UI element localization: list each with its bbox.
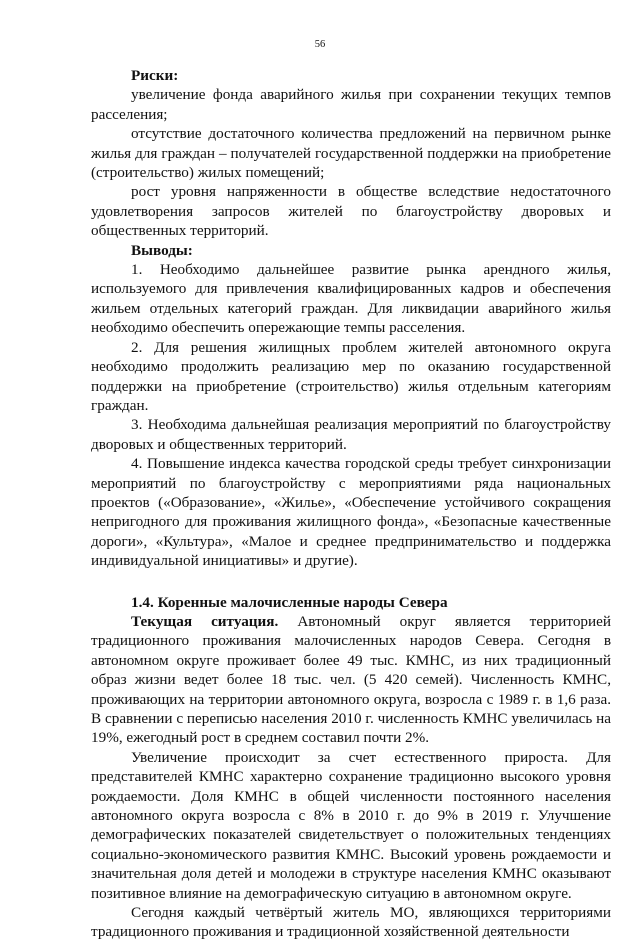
conclusion-item: 2. Для решения жилищных проблем жителей автономного округа необходимо продолжить реализацию мер по оказанию государственной поддержки на приобретение (строительство) жилья отдельным категориям граждан. xyxy=(91,338,611,414)
page-number: 56 xyxy=(314,39,326,50)
conclusion-item: 3. Необходима дальнейшая реализация мероприятий по благоустройству дворовых и общественных территорий. xyxy=(91,416,611,453)
conclusion-item: 4. Повышение индекса качества городской среды требует синхронизации мероприятий по благоустройству с мероприятиями ряда национальных проектов («Образование», «Жилье», «Обеспечение устойчивого сокращения непригодного для проживания жилищного фонда», «Безопасные качественные дороги», «Культура», «Малое и среднее предпринимательство и поддержка индивидуальной инициативы» и другие). xyxy=(91,455,611,570)
section-title: 1.4. Коренные малочисленные народы Севера xyxy=(131,593,448,611)
page-content xyxy=(91,66,611,942)
section-paragraph xyxy=(91,612,611,748)
lead-text: Автономный округ является территорией традиционного проживания малочисленных народов Севера. Сегодня в автономном округе проживает более 49 тыс. КМНС, из них традиционный образ жизни ведет более 18 тыс. чел. (5 420 семей). Численность КМНС, проживающих на территории автономного округа, возросла с 1989 г. в 1,6 раза. В сравнении с переписью населения 2010 г. численность КМНС увеличилась на 19%, ежегодный рост в среднем составил почти 2%. xyxy=(91,612,611,747)
risks-heading: Риски: xyxy=(131,67,179,84)
risk-item: рост уровня напряженности в обществе вследствие недостаточного удовлетворения запросов жителей по благоустройству дворовых и общественных территорий. xyxy=(91,183,611,240)
lead-label: Текущая ситуация. xyxy=(131,612,279,630)
risk-item: увеличение фонда аварийного жилья при сохранении текущих темпов расселения; xyxy=(91,86,611,123)
conclusions-heading: Выводы: xyxy=(131,241,193,259)
conclusion-item: 1. Необходимо дальнейшее развитие рынка арендного жилья, используемого для привлечения квалифицированных кадров и обеспечения жильем отдельных категорий граждан. Для ликвидации аварийного жилья необходимо обеспечить опережающие темпы расселения. xyxy=(91,261,611,337)
section-paragraph: Увеличение происходит за счет естественного прироста. Для представителей КМНС характерно сохранение традиционно высокого уровня рождаемости. Доля КМНС в общей численности постоянного населения автономного округа возросла с 8% в 2010 г. до 9% в 2019 г. Улучшение демографических показателей свидетельствует о положительных тенденциях социально-экономического развития КМНС. Высокий уровень рождаемости и значительная доля детей и молодежи в структуре населения КМНС оказывают позитивное влияние на демографическую ситуацию в автономном округе. xyxy=(91,748,611,902)
risk-item: отсутствие достаточного количества предложений на первичном рынке жилья для граждан – получателей государственной поддержки на приобретение (строительство) жилых помещений; xyxy=(91,125,611,182)
section-paragraph: Сегодня каждый четвёртый житель МО, являющихся территориями традиционного проживания и традиционной хозяйственной деятельности xyxy=(91,904,611,941)
